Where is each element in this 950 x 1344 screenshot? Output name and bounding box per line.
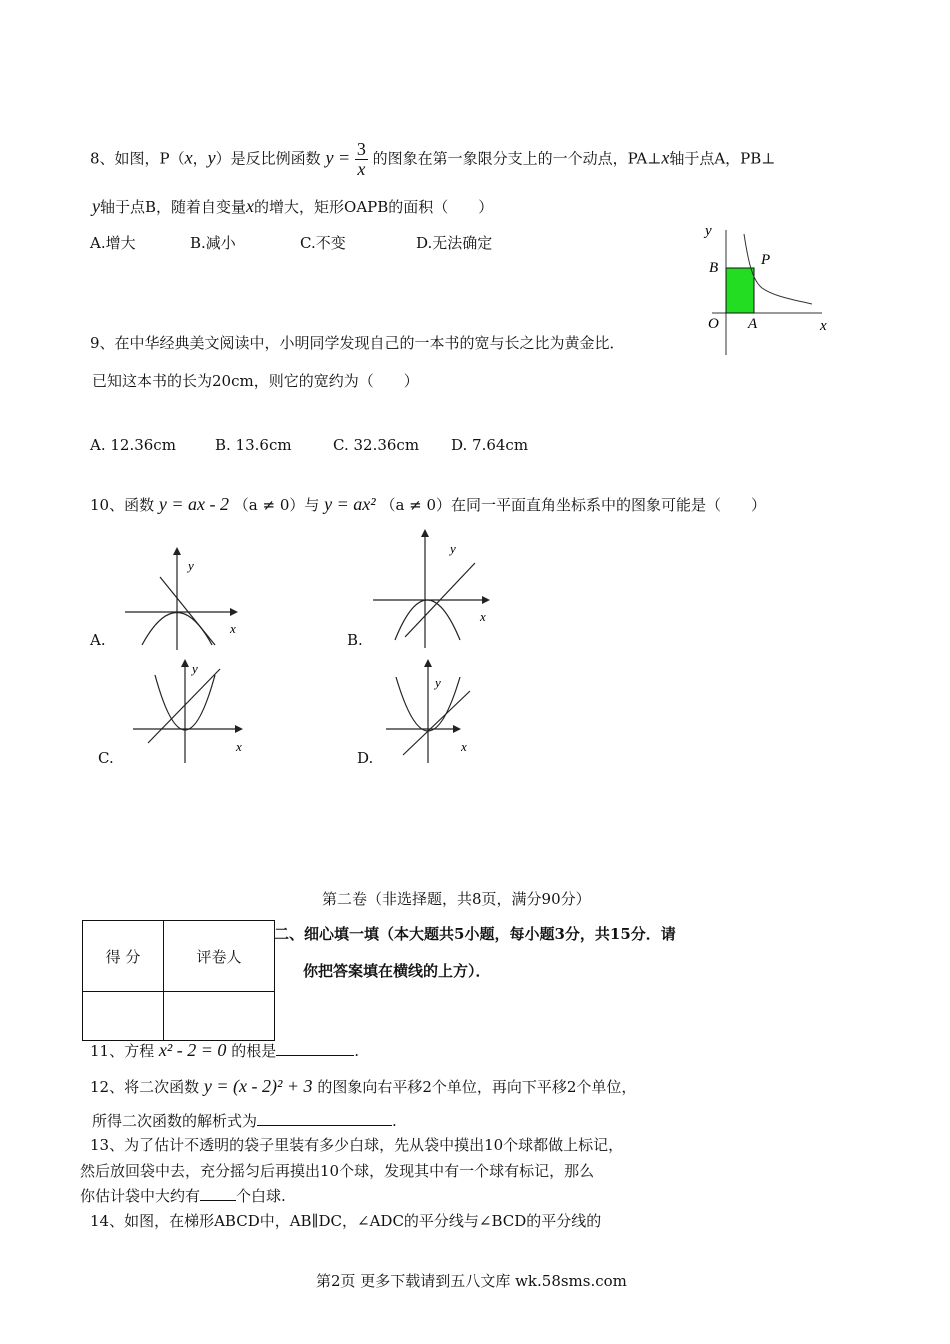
- q10-a-y: y: [188, 558, 194, 573]
- q10-b-y: y: [450, 541, 456, 556]
- q8-label-p: P: [761, 252, 771, 268]
- q13-line1: 13、为了估计不透明的袋子里装有多少白球，先从袋中摸出10个球都做上标记，: [90, 1136, 624, 1154]
- q8-figure: [700, 220, 840, 355]
- q14-line1: 14、如图，在梯形ABCD中，AB∥DC，∠ADC的平分线与∠BCD的平分线的: [90, 1212, 602, 1230]
- q8-rectangle-oapb: [726, 268, 754, 313]
- q9-option-b: B. 13.6cm: [215, 436, 292, 454]
- section2-heading-line2: 你把答案填在横线的上方）．: [303, 962, 491, 980]
- q13-answer-blank[interactable]: [200, 1186, 236, 1201]
- q8-fraction: $\frac{3}{x}$: [356, 139, 366, 179]
- section2-title: 第二卷（非选择题，共8页，满分90分）: [322, 890, 591, 908]
- q9-option-c: C. 32.36cm: [333, 436, 420, 454]
- q11-answer-blank[interactable]: [276, 1041, 354, 1056]
- q8-option-a: A.增大: [90, 234, 136, 252]
- q8-label-x: x: [820, 318, 827, 334]
- grader-cell[interactable]: [164, 992, 275, 1041]
- q10-option-b: B.: [347, 631, 363, 649]
- q10-option-c: C.: [98, 749, 114, 767]
- q8-option-c: C.不变: [300, 234, 346, 252]
- q10-d-y: y: [435, 675, 441, 690]
- q10-b-x: x: [480, 609, 486, 624]
- q8-line1: 8、如图，P（x，y）是反比例函数 y = $\frac{3}{x}$ 的图象在第一象限分支上的一个动点，PA⊥x轴于点A，PB⊥: [90, 139, 776, 179]
- q10-graph-d: [383, 655, 483, 765]
- q10-graph-b: [370, 525, 500, 650]
- q12-answer-blank[interactable]: [257, 1111, 392, 1126]
- q8-option-d: D.无法确定: [416, 234, 493, 252]
- q13-line3: 你估计袋中大约有 个白球.: [80, 1187, 286, 1205]
- q9-line2: 已知这本书的长为20cm，则它的宽约为（ ）: [92, 372, 419, 390]
- grader-header: 评卷人: [164, 921, 275, 992]
- q12-line1: 12、将二次函数 y = (x - 2)² + 3 的图象向右平移2个单位，再向下平移2个单位，: [90, 1076, 637, 1096]
- q10-a-x: x: [230, 621, 236, 636]
- q9-line1: 9、在中华经典美文阅读中，小明同学发现自己的一本书的宽与长之比为黄金比．: [90, 334, 625, 352]
- q11-line: 11、方程 x² - 2 = 0 的根是 .: [90, 1040, 359, 1060]
- q8-label-o: O: [708, 316, 719, 332]
- q10-line: 10、函数 y = ax - 2 （a ≠ 0）与 y = ax² （a ≠ 0）在同一平面直角坐标系中的图象可能是（ ）: [90, 494, 767, 514]
- q8-line2: y轴于点B，随着自变量x的增大，矩形OAPB的面积（ ）: [92, 196, 494, 216]
- section2-heading-line1: 二、细心填一填（本大题共5小题，每小题3分，共15分．请: [274, 925, 676, 943]
- q10-d-x: x: [461, 739, 467, 754]
- q12-line2: 所得二次函数的解析式为 .: [92, 1112, 397, 1130]
- score-table: [82, 920, 275, 1041]
- q10-option-d: D.: [357, 749, 374, 767]
- q10-graph-a: [120, 545, 255, 650]
- q8-func: y =: [325, 147, 351, 168]
- q10-graph-c: [130, 655, 255, 765]
- q9-option-d: D. 7.64cm: [451, 436, 529, 454]
- q10-option-a: A.: [90, 631, 106, 649]
- q8-option-b: B.减小: [190, 234, 236, 252]
- q8-label-y: y: [705, 223, 712, 239]
- page-footer: 第2页 更多下载请到五八文库 wk.58sms.com: [316, 1272, 627, 1290]
- q10-c-y: y: [192, 661, 198, 676]
- score-cell[interactable]: [83, 992, 164, 1041]
- q8-label-b: B: [709, 260, 719, 276]
- q13-line2: 然后放回袋中去，充分摇匀后再摸出10个球，发现其中有一个球有标记，那么: [80, 1162, 595, 1180]
- q8-label-a: A: [748, 316, 758, 332]
- q10-c-x: x: [236, 739, 242, 754]
- score-header: 得 分: [83, 921, 164, 992]
- q9-option-a: A. 12.36cm: [90, 436, 176, 454]
